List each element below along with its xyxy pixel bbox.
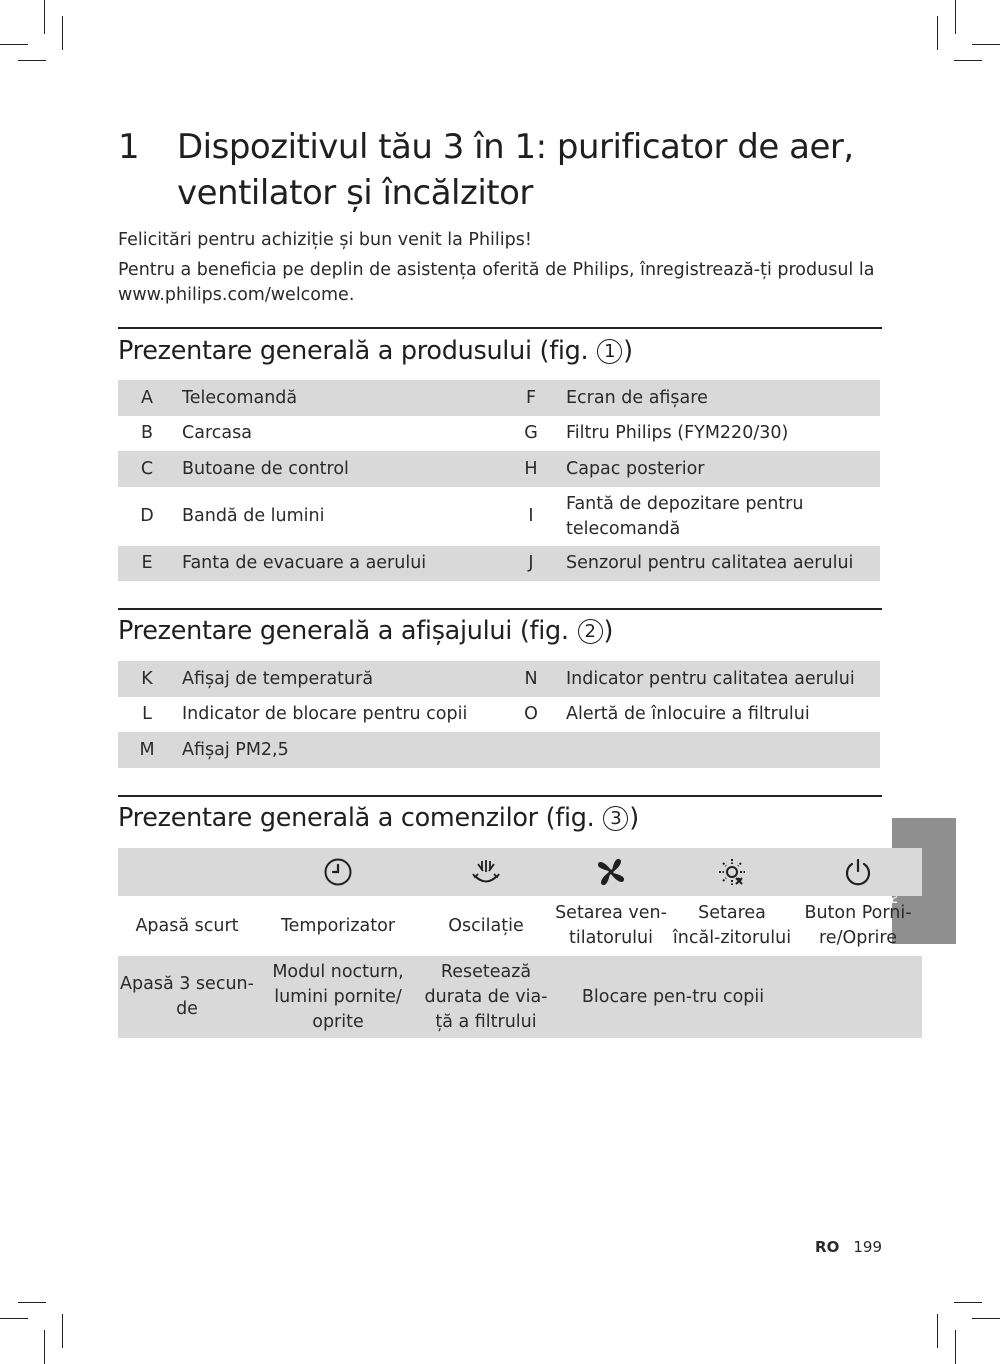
part-letter: I — [528, 506, 534, 526]
crop-mark — [954, 1302, 982, 1303]
table-row — [118, 380, 880, 416]
long-press-label: Apasă 3 secun-de — [118, 956, 256, 1038]
controls-overview-title — [118, 801, 639, 835]
table-cell: Modul nocturn, lumini pornite/ oprite — [256, 956, 420, 1038]
part-letter — [502, 732, 560, 768]
section-title-text: Prezentare generală a afișajului (fig. — [118, 616, 569, 646]
short-press-row — [118, 896, 922, 956]
table-cell — [794, 956, 922, 1038]
crop-mark — [955, 1330, 956, 1364]
crop-mark — [955, 0, 956, 34]
power-icon — [794, 848, 922, 896]
part-letter: M — [118, 732, 176, 768]
part-letter: C — [118, 451, 176, 487]
timer-icon — [256, 848, 420, 896]
part-label: Filtru Philips (FYM220/30) — [566, 423, 789, 443]
part-label: Bandă de lumini — [182, 506, 325, 526]
crop-mark — [937, 1314, 938, 1348]
table-cell: Setarea ven-tilatorului — [555, 903, 667, 948]
crop-mark — [18, 1302, 46, 1303]
part-letter: B — [140, 423, 153, 443]
table-cell: Temporizator — [280, 915, 396, 936]
crop-mark — [954, 60, 982, 61]
part-letter: K — [118, 661, 176, 697]
part-label: Capac posterior — [560, 451, 880, 487]
intro-welcome: Felicitări pentru achiziție și bun venit la Philips! — [118, 230, 532, 250]
display-overview-title — [118, 614, 613, 648]
crop-mark — [972, 1318, 1000, 1319]
part-label — [560, 732, 880, 768]
part-letter: A — [118, 380, 176, 416]
table-row — [118, 661, 880, 697]
display-parts-table — [118, 661, 880, 768]
section-title-text: Prezentare generală a comenzilor (fig. — [118, 803, 595, 833]
crop-mark — [972, 44, 1000, 45]
part-label: Afișaj PM2,5 — [176, 732, 502, 768]
fan-icon — [552, 848, 670, 896]
footer-language: RO — [815, 1238, 840, 1256]
part-letter: F — [502, 380, 560, 416]
crop-mark — [44, 1330, 45, 1364]
table-row — [118, 732, 880, 768]
figure-number-badge: 2 — [578, 619, 603, 644]
crop-mark — [62, 1314, 63, 1348]
crop-mark — [0, 1318, 28, 1319]
part-label: Afișaj de temperatură — [176, 661, 502, 697]
section-rule — [118, 327, 882, 329]
part-label: Indicator de blocare pentru copii — [182, 704, 468, 724]
table-cell: Setarea încăl-zitorului — [672, 903, 792, 948]
part-letter: G — [524, 423, 538, 443]
controls-table — [118, 848, 922, 1038]
heater-icon — [670, 848, 794, 896]
table-row — [118, 697, 880, 732]
table-row — [118, 451, 880, 487]
part-label: Alertă de înlocuire a filtrului — [566, 704, 810, 724]
figure-number-badge: 3 — [603, 806, 628, 831]
table-cell — [118, 848, 256, 896]
table-cell: Buton Porni-re/Oprire — [804, 903, 912, 948]
section-rule — [118, 608, 882, 610]
section-title-close: ) — [623, 336, 633, 366]
part-letter: O — [524, 704, 538, 724]
icon-row — [118, 848, 922, 896]
figure-number-badge: 1 — [597, 339, 622, 364]
section-title-close: ) — [603, 616, 614, 646]
part-label: Butoane de control — [176, 451, 502, 487]
crop-mark — [62, 16, 63, 50]
part-letter: L — [142, 704, 152, 724]
part-letter: D — [140, 506, 154, 526]
table-cell: Blocare pen-tru copii — [552, 956, 794, 1038]
short-press-label: Apasă scurt — [135, 915, 239, 936]
part-label: Senzorul pentru calitatea aerului — [560, 546, 880, 581]
part-label: Telecomandă — [176, 380, 502, 416]
part-label: Ecran de afișare — [560, 380, 880, 416]
part-letter: N — [502, 661, 560, 697]
crop-mark — [0, 44, 28, 45]
page-footer — [815, 1238, 882, 1256]
part-label: Fantă de depozitare pentru telecomandă — [566, 493, 804, 539]
table-row — [118, 487, 880, 546]
product-overview-title — [118, 334, 633, 368]
part-letter: H — [502, 451, 560, 487]
table-cell: Oscilație — [448, 915, 524, 936]
chapter-number: 1 — [118, 127, 140, 167]
part-label: Carcasa — [182, 423, 252, 443]
intro-register: Pentru a beneficia pe deplin de asistența oferită de Philips, înregistrează-ți produsul la www.philips.com/welcome. — [118, 260, 875, 305]
part-letter: J — [502, 546, 560, 581]
crop-mark — [44, 0, 45, 34]
section-rule — [118, 795, 882, 797]
crop-mark — [937, 16, 938, 50]
table-row — [118, 546, 880, 581]
crop-mark — [18, 60, 46, 61]
section-title-close: ) — [629, 803, 639, 833]
table-row — [118, 416, 880, 451]
long-press-row — [118, 956, 922, 1038]
part-letter: E — [118, 546, 176, 581]
oscillation-icon — [420, 848, 552, 896]
part-label: Indicator pentru calitatea aerului — [560, 661, 880, 697]
section-title-text: Prezentare generală a produsului (fig. — [118, 336, 589, 366]
product-parts-table — [118, 380, 880, 581]
chapter-title: Dispozitivul tău 3 în 1: purificator de aer, ventilator și încălzitor — [177, 127, 854, 213]
table-cell: Resetează durata de via-ță a filtrului — [420, 956, 552, 1038]
page-number: 199 — [853, 1238, 882, 1256]
part-label: Fanta de evacuare a aerului — [176, 546, 502, 581]
